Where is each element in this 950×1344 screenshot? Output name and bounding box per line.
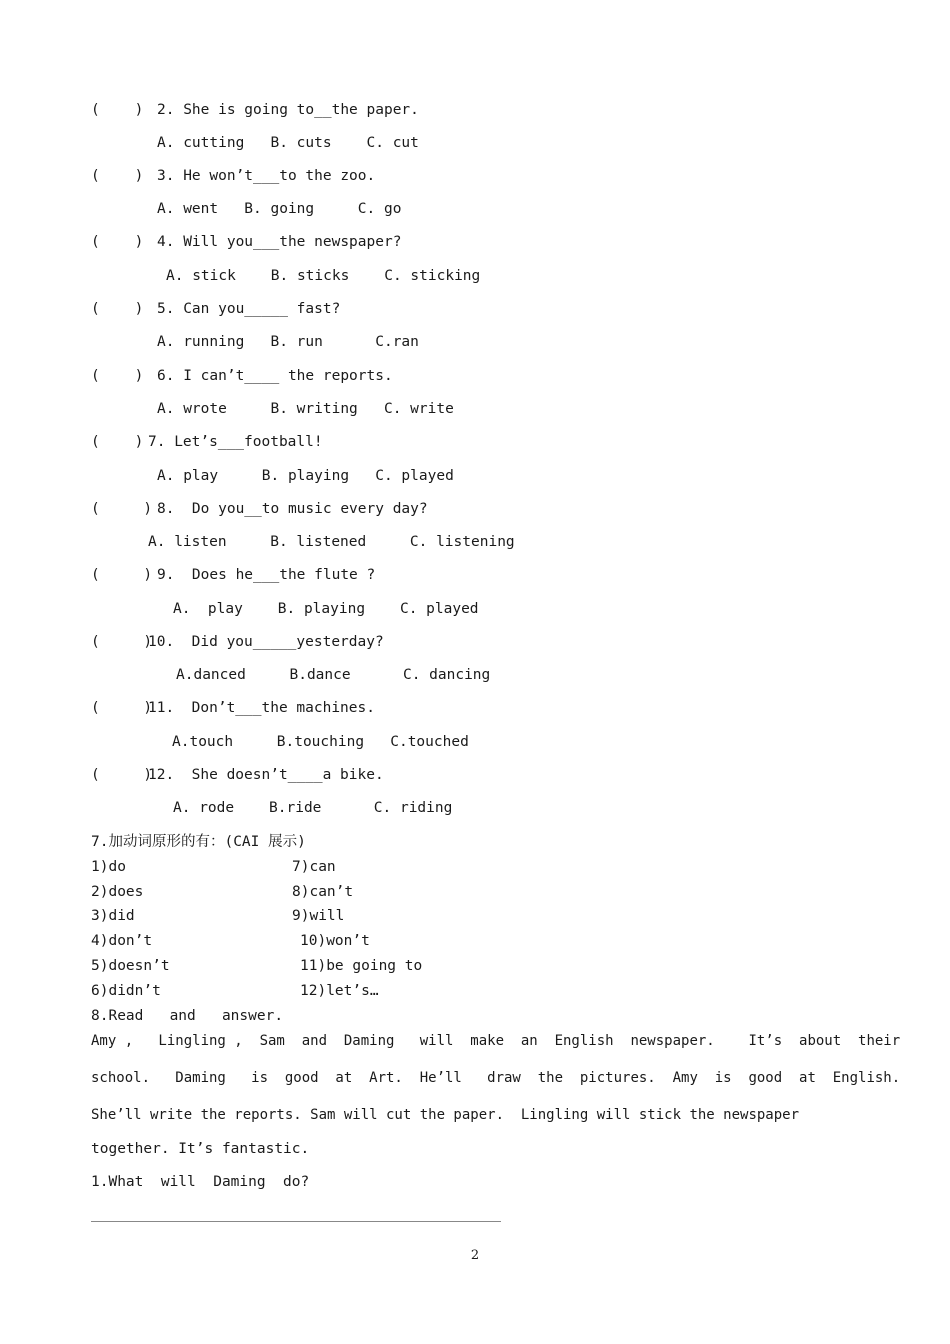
question-options: A. went B. going C. go	[157, 201, 402, 217]
question-text: 3. He won’t___to the zoo.	[157, 168, 376, 184]
answer-blank: ( )	[91, 168, 144, 184]
question-text: 9. Does he___the flute ?	[157, 567, 376, 583]
answer-blank: ( )	[91, 567, 153, 583]
passage-line: together. It’s fantastic.	[91, 1141, 310, 1157]
section-title: 8.Read and answer.	[91, 1008, 284, 1024]
verb-item: 10)won’t	[300, 933, 370, 949]
verb-item: 4)don’t	[91, 933, 153, 949]
answer-blank: ( )	[91, 700, 153, 716]
answer-blank: ( )	[91, 301, 144, 317]
verb-item: 6)didn’t	[91, 983, 161, 999]
question-text: 12. She doesn’t____a bike.	[148, 767, 384, 783]
question-options: A.touch B.touching C.touched	[172, 734, 469, 750]
verb-item: 5)doesn’t	[91, 958, 170, 974]
verb-item: 1)do	[91, 859, 126, 875]
question-text: 2. She is going to__the paper.	[157, 102, 419, 118]
verb-item: 9)will	[292, 908, 345, 924]
question-text: 8. Do you__to music every day?	[157, 501, 428, 517]
question-text: 6. I can’t____ the reports.	[157, 368, 393, 384]
passage-line: school. Daming is good at Art. He’ll draw the pictures. Amy is good at English.	[91, 1070, 901, 1086]
question-options: A. cutting B. cuts C. cut	[157, 135, 419, 151]
verb-item: 8)can’t	[292, 884, 354, 900]
verb-item: 2)does	[91, 884, 144, 900]
section-title: 7.加动词原形的有：(CAI 展示)	[91, 834, 306, 850]
question-text: 7. Let’s___football!	[148, 434, 323, 450]
verb-item: 12)let’s…	[300, 983, 379, 999]
question-options: A. stick B. sticks C. sticking	[166, 268, 481, 284]
question-options: A. wrote B. writing C. write	[157, 401, 454, 417]
verb-item: 3)did	[91, 908, 135, 924]
question-options: A.danced B.dance C. dancing	[176, 667, 491, 683]
passage-line: Amy , Lingling , Sam and Daming will make an English newspaper. It’s about their	[91, 1033, 901, 1049]
verb-item: 7)can	[292, 859, 336, 875]
question-options: A. play B. playing C. played	[173, 601, 479, 617]
question-options: A. play B. playing C. played	[157, 468, 454, 484]
passage-line: She’ll write the reports. Sam will cut the paper. Lingling will stick the newspaper	[91, 1107, 800, 1123]
answer-blank: ( )	[91, 767, 153, 783]
question-text: 11. Don’t___the machines.	[148, 700, 375, 716]
answer-blank: ( )	[91, 501, 153, 517]
question-text: 5. Can you_____ fast?	[157, 301, 341, 317]
question-options: A. listen B. listened C. listening	[148, 534, 515, 550]
reading-question: 1.What will Daming do?	[91, 1174, 310, 1190]
question-options: A. rode B.ride C. riding	[173, 800, 453, 816]
verb-item: 11)be going to	[300, 958, 423, 974]
answer-blank: ( )	[91, 102, 144, 118]
answer-blank: ( )	[91, 368, 144, 384]
question-text: 4. Will you___the newspaper?	[157, 234, 402, 250]
page-number: 2	[470, 1248, 480, 1263]
question-options: A. running B. run C.ran	[157, 334, 419, 350]
answer-blank: ( )	[91, 434, 144, 450]
question-text: 10. Did you_____yesterday?	[148, 634, 384, 650]
answer-line[interactable]	[91, 1221, 501, 1222]
answer-blank: ( )	[91, 234, 144, 250]
answer-blank: ( )	[91, 634, 153, 650]
